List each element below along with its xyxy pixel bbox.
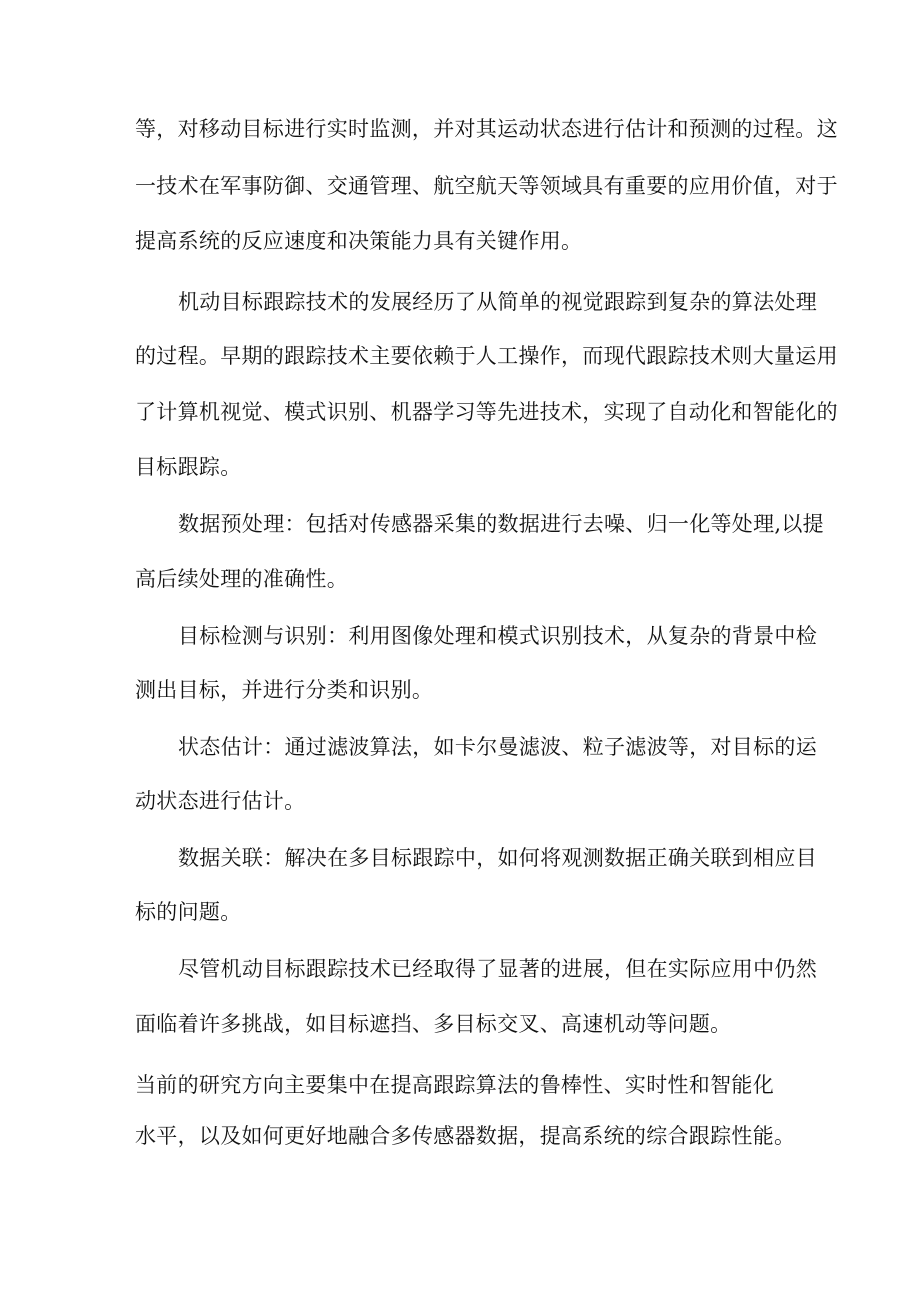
paragraph-detection-line-1: 目标检测与识别：利用图像处理和模式识别技术，从复杂的背景中检 [178,624,817,648]
paragraph-development-line-2: 的过程。早期的跟踪技术主要依赖于人工操作，而现代跟踪技术则大量运用 [135,344,838,368]
paragraph-association-line-2: 标的问题。 [135,900,242,924]
paragraph-detection-line-2: 测出目标，并进行分类和识别。 [135,678,434,702]
paragraph-intro-line-2: 一技术在军事防御、交通管理、航空航天等领域具有重要的应用价值，对于 [135,174,838,198]
paragraph-challenges-line-2: 面临着许多挑战，如目标遮挡、多目标交叉、高速机动等问题。 [135,1012,732,1036]
paragraph-development-line-3: 了计算机视觉、模式识别、机器学习等先进技术，实现了自动化和智能化的 [135,400,838,424]
paragraph-intro-line-1: 等，对移动目标进行实时监测，并对其运动状态进行估计和预测的过程。这 [135,117,838,141]
paragraph-development-line-4: 目标跟踪。 [135,455,242,479]
paragraph-challenges-line-1: 尽管机动目标跟踪技术已经取得了显著的进展，但在实际应用中仍然 [178,957,817,981]
paragraph-research-line-1: 当前的研究方向主要集中在提高跟踪算法的鲁棒性、实时性和智能化 [135,1073,774,1097]
paragraph-preprocessing-line-2: 高后续处理的准确性。 [135,567,348,591]
paragraph-development-line-1: 机动目标跟踪技术的发展经历了从简单的视觉跟踪到复杂的算法处理 [178,290,817,314]
paragraph-association-line-1: 数据关联：解决在多目标跟踪中，如何将观测数据正确关联到相应目 [178,846,817,870]
paragraph-preprocessing-line-1: 数据预处理：包括对传感器采集的数据进行去噪、归一化等处理,以提 [178,512,824,536]
paragraph-estimation-line-2: 动状态进行估计。 [135,789,306,813]
paragraph-estimation-line-1: 状态估计：通过滤波算法，如卡尔曼滤波、粒子滤波等，对目标的运 [178,735,817,759]
paragraph-research-line-2: 水平，以及如何更好地融合多传感器数据，提高系统的综合跟踪性能。 [135,1124,796,1148]
paragraph-intro-line-3: 提高系统的反应速度和决策能力具有关键作用。 [135,229,583,253]
